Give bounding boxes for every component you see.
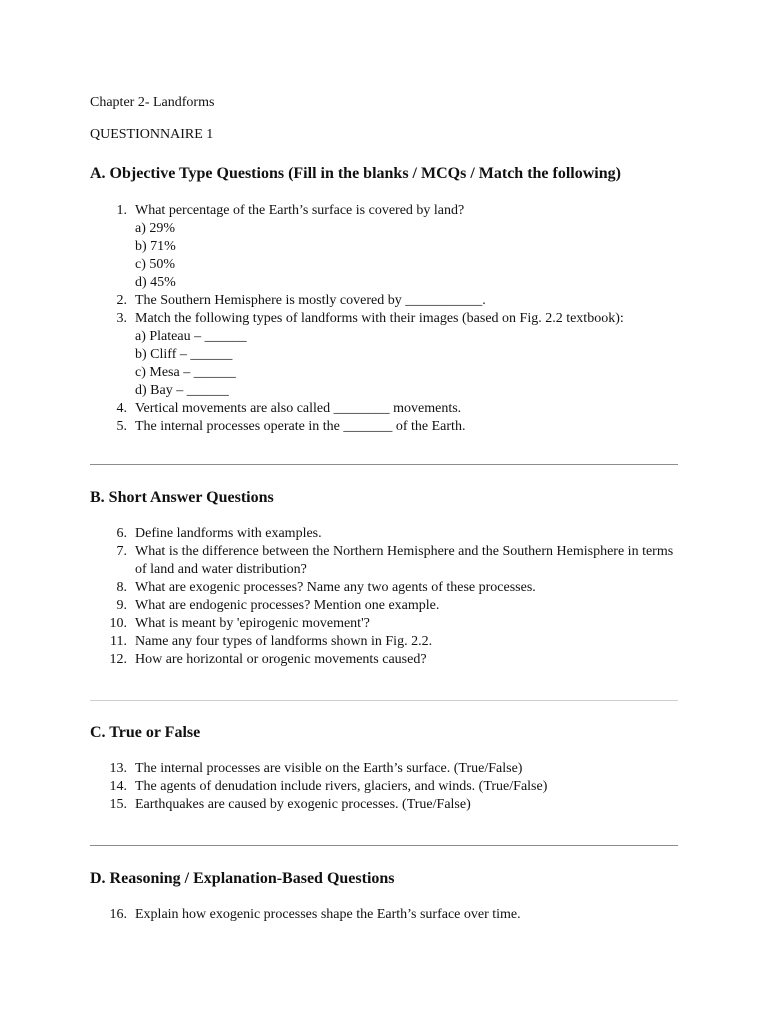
question-number: 14. — [109, 779, 127, 794]
option-item: a) 29% — [135, 221, 176, 236]
question-text: Define landforms with examples. — [135, 526, 322, 541]
question-item — [90, 292, 680, 310]
question-text: The internal processes operate in the _______ of the Earth. — [135, 419, 466, 434]
question-item — [90, 651, 680, 669]
question-item — [90, 796, 680, 814]
question-item — [90, 633, 680, 651]
section-d-list — [90, 906, 680, 924]
option-item: c) Mesa – ______ — [135, 365, 236, 380]
question-text: The Southern Hemisphere is mostly covered by ___________. — [135, 293, 486, 308]
question-item — [90, 760, 680, 778]
section-a-heading: A. Objective Type Questions (Fill in the blanks / MCQs / Match the following) — [90, 165, 621, 182]
question-text: Name any four types of landforms shown in Fig. 2.2. — [135, 634, 433, 649]
chapter-title: Chapter 2- Landforms — [90, 95, 215, 110]
section-c-list — [90, 760, 680, 814]
question-text: How are horizontal or orogenic movements caused? — [135, 652, 427, 667]
question-number: 6. — [116, 526, 127, 541]
question-item — [90, 400, 680, 418]
section-a-list — [90, 202, 680, 436]
question-text: What percentage of the Earth’s surface is covered by land? — [135, 203, 465, 218]
question-number: 15. — [109, 797, 127, 812]
question-number: 5. — [116, 419, 127, 434]
question-number: 13. — [109, 761, 127, 776]
option-item: a) Plateau – ______ — [135, 329, 247, 344]
question-text: What is the difference between the Northern Hemisphere and the Southern Hemisphere in terms of land and water distribution? — [135, 544, 674, 577]
option-list — [135, 328, 680, 400]
question-item — [90, 525, 680, 543]
question-number: 4. — [116, 401, 127, 416]
option-item: b) 71% — [135, 239, 176, 254]
section-divider — [90, 700, 678, 701]
question-number: 10. — [109, 616, 127, 631]
question-number: 3. — [116, 311, 127, 326]
question-number: 12. — [109, 652, 127, 667]
question-text: What are exogenic processes? Name any two agents of these processes. — [135, 580, 536, 595]
option-item: b) Cliff – ______ — [135, 347, 233, 362]
question-text: What is meant by 'epirogenic movement'? — [135, 616, 370, 631]
question-item — [90, 778, 680, 796]
question-text: Explain how exogenic processes shape the Earth’s surface over time. — [135, 907, 521, 922]
section-b-list — [90, 525, 680, 669]
section-divider — [90, 464, 678, 465]
question-number: 16. — [109, 907, 127, 922]
option-item: d) Bay – ______ — [135, 383, 229, 398]
questionnaire-title: QUESTIONNAIRE 1 — [90, 127, 214, 142]
question-item — [90, 597, 680, 615]
option-list — [135, 220, 680, 292]
question-number: 9. — [116, 598, 127, 613]
question-item — [90, 202, 680, 292]
section-b-heading: B. Short Answer Questions — [90, 489, 274, 506]
question-number: 1. — [116, 203, 127, 218]
question-text: The internal processes are visible on the Earth’s surface. (True/False) — [135, 761, 523, 776]
question-number: 2. — [116, 293, 127, 308]
option-item: d) 45% — [135, 275, 176, 290]
question-text: What are endogenic processes? Mention one example. — [135, 598, 440, 613]
section-d-heading: D. Reasoning / Explanation-Based Questions — [90, 870, 395, 887]
question-text: Match the following types of landforms with their images (based on Fig. 2.2 textbook): — [135, 311, 624, 326]
question-item — [90, 906, 680, 924]
question-number: 11. — [110, 634, 127, 649]
option-item: c) 50% — [135, 257, 176, 272]
question-item — [90, 579, 680, 597]
question-text: Earthquakes are caused by exogenic processes. (True/False) — [135, 797, 471, 812]
section-divider — [90, 845, 678, 846]
question-item — [90, 310, 680, 400]
question-text: The agents of denudation include rivers, glaciers, and winds. (True/False) — [135, 779, 548, 794]
question-item — [90, 543, 680, 579]
section-c-heading: C. True or False — [90, 724, 201, 741]
question-number: 8. — [116, 580, 127, 595]
question-item — [90, 615, 680, 633]
question-number: 7. — [116, 544, 127, 559]
question-text: Vertical movements are also called ________ movements. — [135, 401, 462, 416]
question-item — [90, 418, 680, 436]
